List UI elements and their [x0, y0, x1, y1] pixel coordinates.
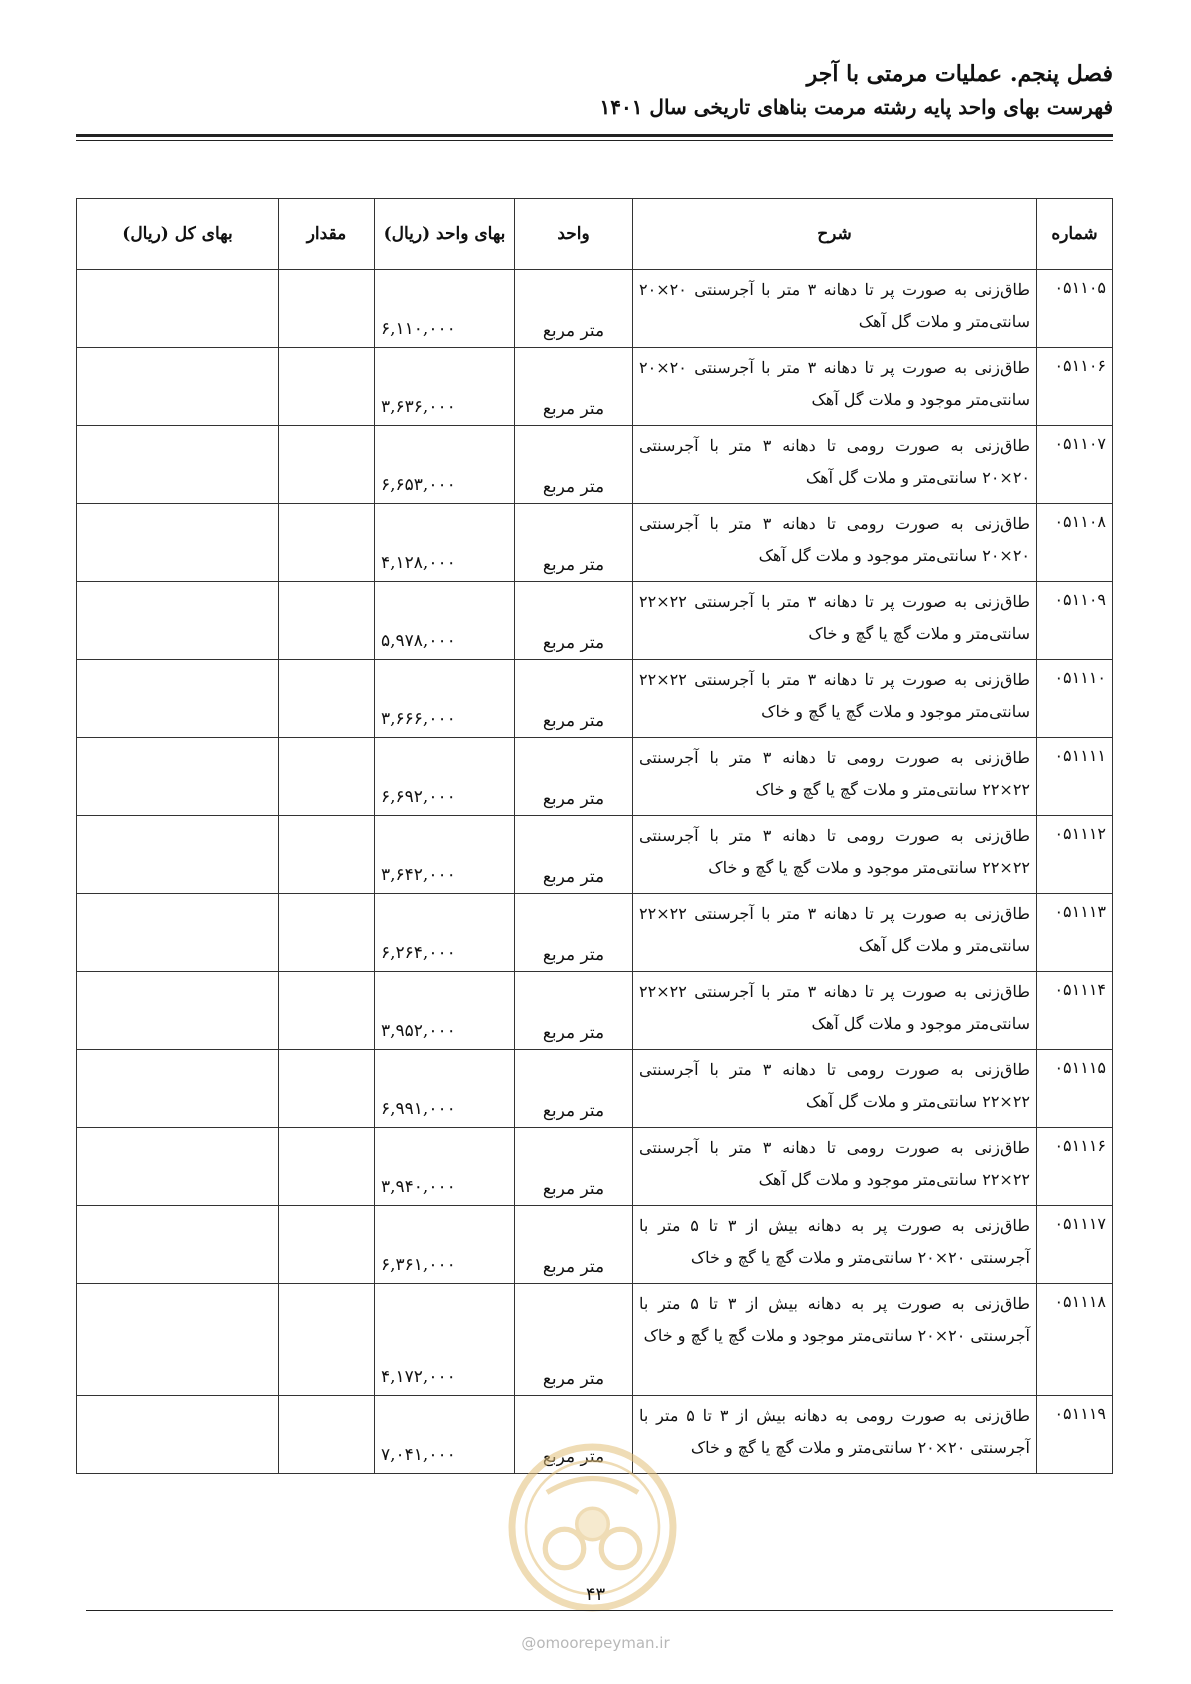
table-row — [77, 504, 1113, 582]
row-description: طاق‌زنی به صورت رومی تا دهانه ۳ متر با آجرسنتی ۲۰×۲۰ سانتی‌متر موجود و ملات گل آهک — [633, 504, 1037, 582]
row-quantity[interactable] — [279, 348, 375, 426]
row-unit: متر مربع — [515, 660, 633, 738]
row-unit: متر مربع — [515, 348, 633, 426]
price-table — [76, 198, 1113, 1474]
row-description: طاق‌زنی به صورت رومی تا دهانه ۳ متر با آجرسنتی ۲۲×۲۲ سانتی‌متر موجود و ملات گچ یا گچ و خاک — [633, 816, 1037, 894]
table-row — [77, 270, 1113, 348]
row-code: ۰۵۱۱۰۹ — [1037, 582, 1113, 660]
row-quantity[interactable] — [279, 1396, 375, 1474]
row-description: طاق‌زنی به صورت پر تا دهانه ۳ متر با آجرسنتی ۲۲×۲۲ سانتی‌متر موجود و ملات گچ یا گچ و خاک — [633, 660, 1037, 738]
table-row — [77, 582, 1113, 660]
row-total-price[interactable] — [77, 738, 279, 816]
row-unit-price: ۶,۶۵۳,۰۰۰ — [375, 426, 515, 504]
row-total-price[interactable] — [77, 270, 279, 348]
col-header-unit-price: بهای واحد (ریال) — [375, 199, 515, 270]
row-code: ۰۵۱۱۰۶ — [1037, 348, 1113, 426]
row-total-price[interactable] — [77, 660, 279, 738]
row-quantity[interactable] — [279, 426, 375, 504]
row-code: ۰۵۱۱۱۸ — [1037, 1284, 1113, 1396]
row-unit: متر مربع — [515, 582, 633, 660]
table-row — [77, 426, 1113, 504]
row-unit: متر مربع — [515, 1396, 633, 1474]
list-title: فهرست بهای واحد پایه رشته مرمت بناهای تاریخی سال ۱۴۰۱ — [599, 95, 1113, 119]
row-quantity[interactable] — [279, 816, 375, 894]
row-description: طاق‌زنی به صورت رومی تا دهانه ۳ متر با آجرسنتی ۲۰×۲۰ سانتی‌متر و ملات گل آهک — [633, 426, 1037, 504]
row-code: ۰۵۱۱۰۷ — [1037, 426, 1113, 504]
table-row — [77, 816, 1113, 894]
row-description: طاق‌زنی به صورت رومی تا دهانه ۳ متر با آجرسنتی ۲۲×۲۲ سانتی‌متر و ملات گل آهک — [633, 1050, 1037, 1128]
row-description: طاق‌زنی به صورت رومی تا دهانه ۳ متر با آجرسنتی ۲۲×۲۲ سانتی‌متر و ملات گچ یا گچ و خاک — [633, 738, 1037, 816]
row-quantity[interactable] — [279, 270, 375, 348]
row-unit-price: ۶,۲۶۴,۰۰۰ — [375, 894, 515, 972]
row-description: طاق‌زنی به صورت رومی تا دهانه ۳ متر با آجرسنتی ۲۲×۲۲ سانتی‌متر موجود و ملات گل آهک — [633, 1128, 1037, 1206]
row-total-price[interactable] — [77, 426, 279, 504]
row-unit: متر مربع — [515, 270, 633, 348]
row-description: طاق‌زنی به صورت پر تا دهانه ۳ متر با آجرسنتی ۲۰×۲۰ سانتی‌متر و ملات گل آهک — [633, 270, 1037, 348]
col-header-quantity: مقدار — [279, 199, 375, 270]
row-quantity[interactable] — [279, 1284, 375, 1396]
row-unit-price: ۶,۳۶۱,۰۰۰ — [375, 1206, 515, 1284]
row-unit: متر مربع — [515, 1284, 633, 1396]
table-row — [77, 1284, 1113, 1396]
row-quantity[interactable] — [279, 660, 375, 738]
row-description: طاق‌زنی به صورت پر به دهانه بیش از ۳ تا ۵ متر با آجرسنتی ۲۰×۲۰ سانتی‌متر موجود و ملات گچ یا گچ و خاک — [633, 1284, 1037, 1396]
table-row — [77, 738, 1113, 816]
row-code: ۰۵۱۱۰۸ — [1037, 504, 1113, 582]
row-total-price[interactable] — [77, 1396, 279, 1474]
row-code: ۰۵۱۱۰۵ — [1037, 270, 1113, 348]
row-unit-price: ۳,۶۶۶,۰۰۰ — [375, 660, 515, 738]
row-unit-price: ۳,۶۴۲,۰۰۰ — [375, 816, 515, 894]
row-unit-price: ۳,۹۴۰,۰۰۰ — [375, 1128, 515, 1206]
col-header-description: شرح — [633, 199, 1037, 270]
row-description: طاق‌زنی به صورت پر به دهانه بیش از ۳ تا ۵ متر با آجرسنتی ۲۰×۲۰ سانتی‌متر و ملات گچ یا گچ و خاک — [633, 1206, 1037, 1284]
row-unit: متر مربع — [515, 894, 633, 972]
row-description: طاق‌زنی به صورت رومی به دهانه بیش از ۳ تا ۵ متر با آجرسنتی ۲۰×۲۰ سانتی‌متر و ملات گچ یا گچ و خاک — [633, 1396, 1037, 1474]
row-unit-price: ۶,۶۹۲,۰۰۰ — [375, 738, 515, 816]
row-description: طاق‌زنی به صورت پر تا دهانه ۳ متر با آجرسنتی ۲۲×۲۲ سانتی‌متر و ملات گچ یا گچ و خاک — [633, 582, 1037, 660]
row-total-price[interactable] — [77, 1206, 279, 1284]
footer-rule — [86, 1610, 1113, 1611]
row-code: ۰۵۱۱۱۹ — [1037, 1396, 1113, 1474]
row-quantity[interactable] — [279, 582, 375, 660]
table-row — [77, 1050, 1113, 1128]
row-total-price[interactable] — [77, 1050, 279, 1128]
row-total-price[interactable] — [77, 504, 279, 582]
row-unit: متر مربع — [515, 972, 633, 1050]
row-total-price[interactable] — [77, 894, 279, 972]
row-quantity[interactable] — [279, 738, 375, 816]
header-rule-thin — [76, 140, 1113, 141]
row-code: ۰۵۱۱۱۶ — [1037, 1128, 1113, 1206]
row-unit-price: ۶,۱۱۰,۰۰۰ — [375, 270, 515, 348]
row-quantity[interactable] — [279, 972, 375, 1050]
row-total-price[interactable] — [77, 582, 279, 660]
row-code: ۰۵۱۱۱۲ — [1037, 816, 1113, 894]
table-row — [77, 894, 1113, 972]
row-quantity[interactable] — [279, 1050, 375, 1128]
page-number: ۴۳ — [585, 1584, 606, 1605]
row-unit-price: ۷,۰۴۱,۰۰۰ — [375, 1396, 515, 1474]
website-link[interactable]: @omoorepeyman.ir — [521, 1634, 670, 1652]
page-header — [76, 58, 1113, 124]
row-code: ۰۵۱۱۱۰ — [1037, 660, 1113, 738]
row-quantity[interactable] — [279, 894, 375, 972]
header-rule — [76, 134, 1113, 137]
row-unit-price: ۴,۱۲۸,۰۰۰ — [375, 504, 515, 582]
row-unit-price: ۳,۹۵۲,۰۰۰ — [375, 972, 515, 1050]
row-code: ۰۵۱۱۱۱ — [1037, 738, 1113, 816]
row-description: طاق‌زنی به صورت پر تا دهانه ۳ متر با آجرسنتی ۲۲×۲۲ سانتی‌متر و ملات گل آهک — [633, 894, 1037, 972]
row-unit: متر مربع — [515, 426, 633, 504]
table-row — [77, 1128, 1113, 1206]
col-header-unit: واحد — [515, 199, 633, 270]
row-total-price[interactable] — [77, 816, 279, 894]
row-code: ۰۵۱۱۱۴ — [1037, 972, 1113, 1050]
table-row — [77, 348, 1113, 426]
row-total-price[interactable] — [77, 972, 279, 1050]
table-row — [77, 1206, 1113, 1284]
row-description: طاق‌زنی به صورت پر تا دهانه ۳ متر با آجرسنتی ۲۰×۲۰ سانتی‌متر موجود و ملات گل آهک — [633, 348, 1037, 426]
row-description: طاق‌زنی به صورت پر تا دهانه ۳ متر با آجرسنتی ۲۲×۲۲ سانتی‌متر موجود و ملات گل آهک — [633, 972, 1037, 1050]
table-row — [77, 660, 1113, 738]
row-code: ۰۵۱۱۱۷ — [1037, 1206, 1113, 1284]
row-unit: متر مربع — [515, 738, 633, 816]
row-unit: متر مربع — [515, 816, 633, 894]
row-quantity[interactable] — [279, 1128, 375, 1206]
row-unit: متر مربع — [515, 504, 633, 582]
col-header-code: شماره — [1037, 199, 1113, 270]
table-header-row — [77, 199, 1113, 270]
row-code: ۰۵۱۱۱۳ — [1037, 894, 1113, 972]
row-unit-price: ۳,۶۳۶,۰۰۰ — [375, 348, 515, 426]
row-code: ۰۵۱۱۱۵ — [1037, 1050, 1113, 1128]
row-unit-price: ۶,۹۹۱,۰۰۰ — [375, 1050, 515, 1128]
row-quantity[interactable] — [279, 1206, 375, 1284]
row-unit: متر مربع — [515, 1050, 633, 1128]
row-total-price[interactable] — [77, 1284, 279, 1396]
chapter-title: فصل پنجم. عملیات مرمتی با آجر — [806, 61, 1113, 87]
col-header-total-price: بهای کل (ریال) — [77, 199, 279, 270]
row-quantity[interactable] — [279, 504, 375, 582]
row-unit-price: ۵,۹۷۸,۰۰۰ — [375, 582, 515, 660]
row-unit: متر مربع — [515, 1128, 633, 1206]
row-total-price[interactable] — [77, 348, 279, 426]
row-unit-price: ۴,۱۷۲,۰۰۰ — [375, 1284, 515, 1396]
row-unit: متر مربع — [515, 1206, 633, 1284]
row-total-price[interactable] — [77, 1128, 279, 1206]
table-row — [77, 972, 1113, 1050]
